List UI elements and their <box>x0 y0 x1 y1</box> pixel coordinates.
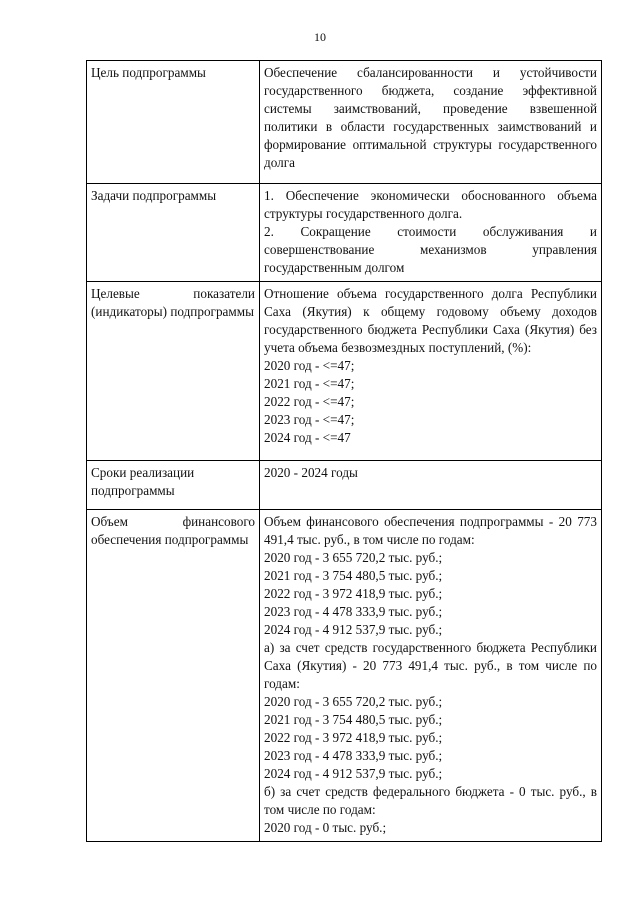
table-row <box>87 461 602 510</box>
subprogram-passport-table <box>86 60 602 842</box>
table-row <box>87 510 602 842</box>
row-value-cell <box>260 461 602 510</box>
value-paragraph: Обеспечение сбалансированности и устойчивости государственного бюджета, создание эффективной системы заимствований, проведение взвешенной политики в области государственных заимствований и формирование оптимальной структуры государственного долга <box>264 65 597 170</box>
value-line: 2021 год - 3 754 480,5 тыс. руб.; <box>264 712 443 727</box>
table-row <box>87 282 602 461</box>
table-row <box>87 61 602 184</box>
value-line: 2024 год - 4 912 537,9 тыс. руб.; <box>264 766 443 781</box>
row-label-cell <box>87 184 260 282</box>
row-label-cell <box>87 61 260 184</box>
row-label-cell <box>87 461 260 510</box>
value-line: 2023 год - 4 478 333,9 тыс. руб.; <box>264 604 443 619</box>
row-label: Задачи подпрограммы <box>91 188 217 203</box>
row-label: Цель подпрограммы <box>91 65 206 80</box>
table-row <box>87 184 602 282</box>
value-line: 2020 год - 3 655 720,2 тыс. руб.; <box>264 550 443 565</box>
row-label: Сроки реализации подпрограммы <box>91 465 195 498</box>
value-line: 2021 год - <=47; <box>264 376 355 391</box>
value-line: 2022 год - 3 972 418,9 тыс. руб.; <box>264 586 443 601</box>
row-label: Целевые показатели (индикаторы) подпрограммы <box>91 286 255 319</box>
row-label-cell <box>87 510 260 842</box>
row-value-cell <box>260 282 602 461</box>
value-line: 2023 год - <=47; <box>264 412 355 427</box>
value-line: 2020 год - 0 тыс. руб.; <box>264 820 387 835</box>
value-paragraph: Отношение объема государственного долга Республики Саха (Якутия) к общему годовому объему доходов государственного бюджета Республики Саха (Якутия) без учета объема безвозмездных поступлений, (%): <box>264 286 597 355</box>
value-line: 2024 год - <=47 <box>264 430 351 445</box>
value-line: 2023 год - 4 478 333,9 тыс. руб.; <box>264 748 443 763</box>
value-line: 2020 год - 3 655 720,2 тыс. руб.; <box>264 694 443 709</box>
row-label: Объем финансового обеспечения подпрограммы <box>91 514 255 547</box>
page-number: 10 <box>314 30 326 44</box>
value-line: 2024 год - 4 912 537,9 тыс. руб.; <box>264 622 443 637</box>
row-value-cell <box>260 510 602 842</box>
row-value-cell <box>260 61 602 184</box>
value-line: 2022 год - <=47; <box>264 394 355 409</box>
value-paragraph: Объем финансового обеспечения подпрограммы - 20 773 491,4 тыс. руб., в том числе по годам: <box>264 514 597 547</box>
value-paragraph: а) за счет средств государственного бюджета Республики Саха (Якутия) - 20 773 491,4 тыс. руб., в том числе по годам: <box>264 640 597 691</box>
value-line: 2021 год - 3 754 480,5 тыс. руб.; <box>264 568 443 583</box>
row-label-cell <box>87 282 260 461</box>
row-value-cell <box>260 184 602 282</box>
value-line: 2020 - 2024 годы <box>264 465 358 480</box>
value-paragraph: 2. Сокращение стоимости обслуживания и совершенствование механизмов управления государственным долгом <box>264 224 597 275</box>
value-paragraph: б) за счет средств федерального бюджета - 0 тыс. руб., в том числе по годам: <box>264 784 597 817</box>
value-line: 2020 год - <=47; <box>264 358 355 373</box>
value-paragraph: 1. Обеспечение экономически обоснованного объема структуры государственного долга. <box>264 188 597 221</box>
value-line: 2022 год - 3 972 418,9 тыс. руб.; <box>264 730 443 745</box>
